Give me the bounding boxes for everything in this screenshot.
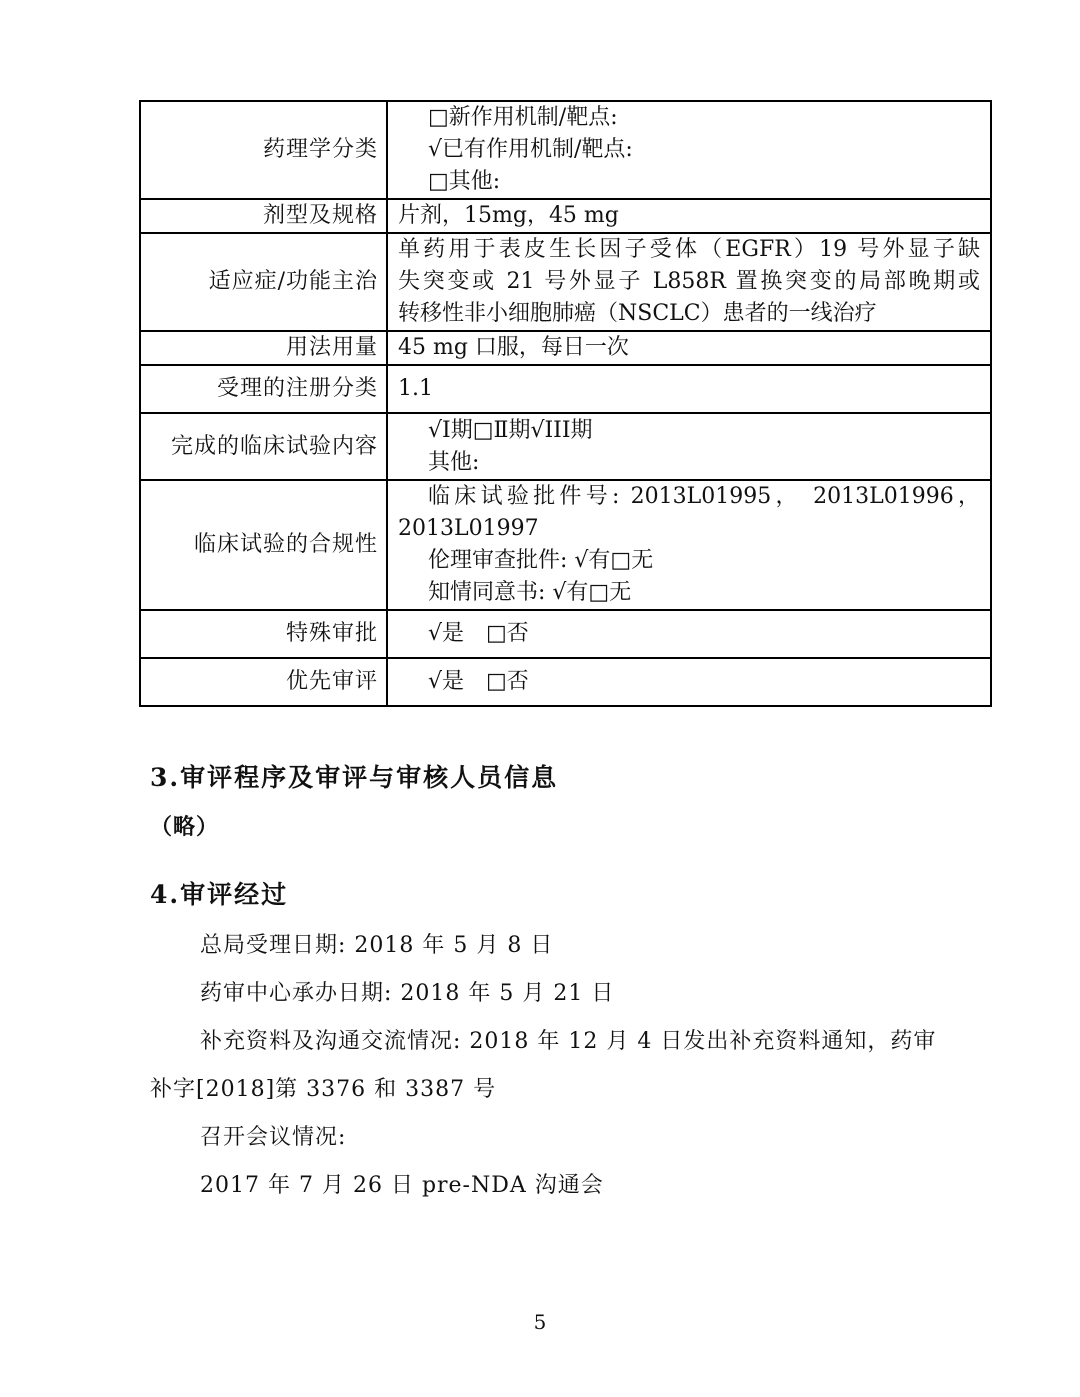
table-row <box>140 365 991 413</box>
row-label: 特殊审批 <box>140 610 387 658</box>
table-row <box>140 610 991 658</box>
meeting-paragraph: 召开会议情况: <box>200 1125 347 1150</box>
section-3-note: （略） <box>150 814 220 840</box>
row-label: 用法用量 <box>140 331 387 365</box>
table-row <box>140 233 991 331</box>
row-value: 临床试验批件号: 2013L01995， 2013L01996， 2013L01997 伦理审查批件: √有□无 知情同意书: √有□无 <box>387 480 991 610</box>
row-value: √Ⅰ期□Ⅱ期√III期 其他: <box>387 413 991 480</box>
table-row <box>140 101 991 199</box>
row-label: 受理的注册分类 <box>140 365 387 413</box>
row-label: 药理学分类 <box>140 101 387 199</box>
table-row <box>140 480 991 610</box>
row-value: 1.1 <box>387 365 991 413</box>
row-label: 优先审评 <box>140 658 387 706</box>
drug-info-table <box>139 100 992 707</box>
row-label: 完成的临床试验内容 <box>140 413 387 480</box>
section-4-heading: 4.审评经过 <box>150 880 289 909</box>
table-row <box>140 199 991 233</box>
row-value: 45 mg 口服，每日一次 <box>387 331 991 365</box>
center-date-paragraph: 药审中心承办日期: 2018 年 5 月 21 日 <box>200 981 615 1006</box>
row-value: √是 □否 <box>387 610 991 658</box>
table-row <box>140 331 991 365</box>
page-number: 5 <box>533 1310 547 1334</box>
meeting-detail-paragraph: 2017 年 7 月 26 日 pre-NDA 沟通会 <box>200 1173 604 1198</box>
section-3-heading: 3.审评程序及审评与审核人员信息 <box>150 763 559 792</box>
row-value: □新作用机制/靶点: √已有作用机制/靶点: □其他: <box>387 101 991 199</box>
supplement-paragraph-cont: 补字[2018]第 3376 和 3387 号 <box>150 1077 497 1102</box>
row-value: 单药用于表皮生长因子受体（EGFR）19 号外显子缺 失突变或 21 号外显子 L858R 置换突变的局部晚期或 转移性非小细胞肺癌（NSCLC）患者的一线治疗 <box>387 233 991 331</box>
table-row <box>140 658 991 706</box>
row-label: 临床试验的合规性 <box>140 480 387 610</box>
row-label: 适应症/功能主治 <box>140 233 387 331</box>
row-value: 片剂，15mg，45 mg <box>387 199 991 233</box>
table-row <box>140 413 991 480</box>
accept-date-paragraph: 总局受理日期: 2018 年 5 月 8 日 <box>200 933 554 958</box>
row-value: √是 □否 <box>387 658 991 706</box>
supplement-paragraph: 补充资料及沟通交流情况: 2018 年 12 月 4 日发出补充资料通知，药审 <box>200 1029 937 1054</box>
row-label: 剂型及规格 <box>140 199 387 233</box>
